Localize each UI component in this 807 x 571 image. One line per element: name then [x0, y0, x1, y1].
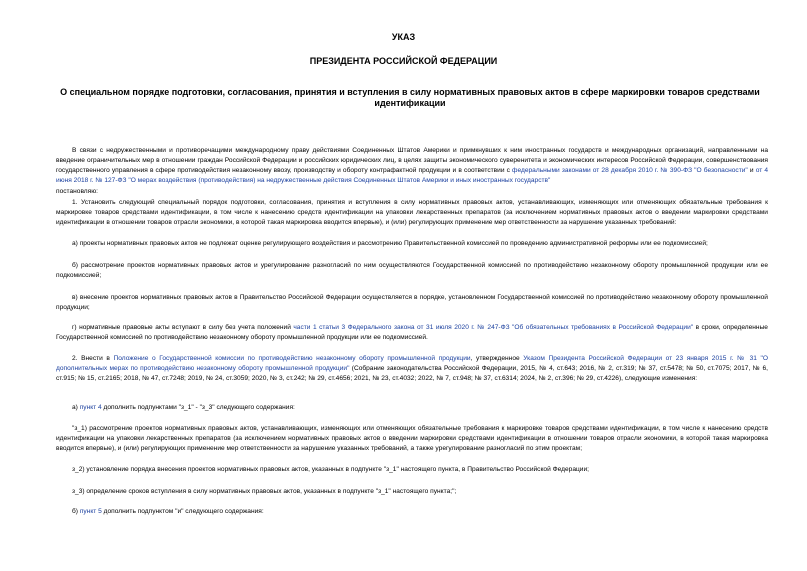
subpoint-z3: з_3) определение сроков вступления в силу нормативных правовых актов, указанных в подпункте "з_1" настоящего пункта;";	[72, 488, 457, 495]
intro-text-2: и	[747, 167, 756, 174]
paragraph-2b-text-2: дополнить подпунктом "и" следующего содержания:	[101, 508, 264, 515]
link-point-4[interactable]: пункт 4	[79, 404, 102, 411]
paragraph-2-text-1: 2. Внести в	[72, 355, 114, 362]
link-federal-law-390[interactable]: федеральными законами от 28 декабря 2010 г. № 390-ФЗ "О безопасности"	[512, 167, 748, 174]
paragraph-2-text-3: (Собрание законодательства Российской Федерации, 2015, № 4, ст.643; 2016, № 2, ст.319; № 37, ст.5478; № 50, ст.7075; 2017, № 6, ст.915; № 15, ст.2165; 2018, № 47, ст.7248; 2019, № 24, ст.3059; 2020, № 3, ст.242; № 29, ст.4656; 2021, № 23, ст.4032; 2022, № 7, ст.948; № 37, ст.6314; 2024, № 2, ст.396; № 29, ст.4226), следующие изменения:	[56, 365, 768, 382]
paragraph-2-text-2: , утвержденное	[470, 355, 524, 362]
paragraph-2a-text-2: дополнить подпунктами "з_1" - "з_3" следующего содержания:	[101, 404, 295, 411]
document-heading: О специальном порядке подготовки, согласования, принятия и вступления в силу нормативных правовых актов в сфере маркировки товаров средствами идентификации	[60, 87, 760, 108]
intro-paragraph	[56, 146, 768, 186]
link-presidential-decree-31[interactable]: Указом Президента Российской Федерации от 23 января 2015 г. № 31 "О дополнительных мерах по противодействию незаконному обороту промышленной продукции"	[56, 355, 768, 372]
paragraph-1a: а) проекты нормативных правовых актов не подлежат оценке регулирующего воздействия и рассмотрению Правительственной комиссией по проведению административной реформы или ее подкомиссией;	[72, 240, 708, 247]
paragraph-2b-text-1: б)	[72, 508, 80, 515]
paragraph-2a-text-1: а)	[72, 404, 80, 411]
paragraph-1v: в) внесение проектов нормативных правовых актов в Правительство Российской Федерации осуществляется в порядке, установленном Государственной комиссией по противодействию незаконному обороту промышленной продукции;	[56, 294, 768, 311]
document-subtitle: ПРЕЗИДЕНТА РОССИЙСКОЙ ФЕДЕРАЦИИ	[309, 56, 498, 66]
paragraph-2b	[56, 507, 768, 517]
document-title: УКАЗ	[391, 32, 416, 42]
link-federal-law-247[interactable]: части 1 статьи 3 Федерального закона от 31 июля 2020 г. № 247-ФЗ "Об обязательных требованиях в Российской Федерации"	[293, 324, 694, 331]
link-federal-law-127[interactable]: от 4 июня 2018 г. № 127-ФЗ "О мерах воздействия (противодействия) на недружественные действия Соединенных Штатов Америки и иных иностранных государств"	[56, 167, 769, 184]
paragraph-1g-text-2: в сроки, определенные Государственной комиссией по противодействию незаконному обороту промышленной продукции или ее подкомиссией.	[56, 324, 768, 341]
paragraph-1b: б) рассмотрение проектов нормативных правовых актов и урегулирование разногласий по ним осуществляются Государственной комиссией по противодействию незаконному обороту промышленной продукции или ее подкомиссией;	[56, 262, 768, 279]
decree-word: постановляю:	[56, 188, 99, 195]
subpoint-z1: "з_1) рассмотрение проектов нормативных правовых актов, устанавливающих, изменяющих или отменяющих обязательные требования к маркировке товаров средствами идентификации, в том числе к нанесению средств идентификации на упаковки лекарственных препаратов (за исключением нормативных правовых актов о введении маркировки средствами идентификации в отношении товаров отрасли экономики, в которой такая маркировка вводится впервые), и (или) регулирующих применение мер ответственности за нарушение указанных требований, а также урегулирование разногласий по этим проектам;	[56, 425, 768, 452]
link-commission-regulation[interactable]: Положение о Государственной комиссии по противодействию незаконному обороту промышленной продукции	[113, 355, 471, 362]
subpoint-z2: з_2) установление порядка внесения проектов нормативных правовых актов, указанных в подпункте "з_1" настоящего пункта, в Правительство Российской Федерации;	[72, 466, 589, 473]
paragraph-1: 1. Установить следующий специальный порядок подготовки, согласования, принятия и вступления в силу нормативных правовых актов, устанавливающих, изменяющих или отменяющих обязательные требования к маркировке товаров средствами идентификации, в том числе к нанесению средств идентификации на упаковки лекарственных препаратов (за исключением нормативных правовых актов о введении маркировки средствами идентификации в отношении товаров отрасли экономики, в которой такая маркировка вводится впервые), и (или) регулирующих применение мер ответственности за нарушение указанных требований:	[56, 199, 768, 226]
paragraph-1g	[56, 323, 768, 343]
intro-text-1: В связи с недружественными и противоречащими международному праву действиями Соединенных Штатов Америки и примкнувших к ним иностранных государств и международных организаций, направленными на введение ограничительных мер в отношении граждан Российской Федерации и российских юридических лиц, в целях защиты экономического суверенитета и экономических интересов Российской Федерации, совершенствования государственного управления в сфере противодействия незаконному ввозу, производству и обороту контрафактной продукции и в соответствии с	[56, 147, 768, 174]
paragraph-2a	[56, 403, 768, 413]
paragraph-2	[56, 354, 768, 384]
paragraph-1g-text-1: г) нормативные правовые акты вступают в силу без учета положений	[72, 324, 294, 331]
link-point-5[interactable]: пункт 5	[79, 508, 102, 515]
